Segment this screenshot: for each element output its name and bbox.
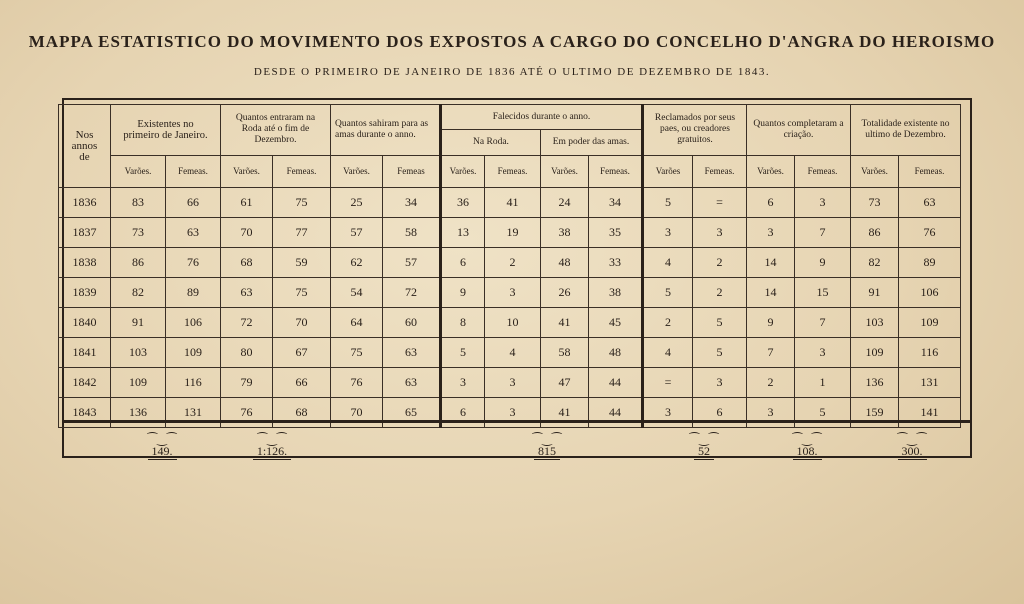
data-cell: 91 xyxy=(111,308,166,338)
data-cell: 5 xyxy=(795,398,851,428)
subheader: Femeas. xyxy=(899,155,961,187)
data-cell: 65 xyxy=(383,398,441,428)
data-cell: 4 xyxy=(643,338,693,368)
subheader: Femeas. xyxy=(485,155,541,187)
data-cell: 3 xyxy=(485,398,541,428)
data-cell: 2 xyxy=(643,308,693,338)
data-cell: 116 xyxy=(899,338,961,368)
data-cell: 63 xyxy=(166,218,221,248)
data-cell: 6 xyxy=(441,398,485,428)
subheader: Femeas. xyxy=(273,155,331,187)
data-cell: 89 xyxy=(899,248,961,278)
header-na-roda: Na Roda. xyxy=(441,130,541,155)
data-cell: 9 xyxy=(747,308,795,338)
data-cell: 2 xyxy=(693,278,747,308)
data-cell: 6 xyxy=(747,188,795,218)
year-cell: 1836 xyxy=(59,188,111,218)
data-cell: 2 xyxy=(747,368,795,398)
data-cell: 54 xyxy=(331,278,383,308)
data-cell: 4 xyxy=(643,248,693,278)
table-body xyxy=(59,188,961,428)
data-cell: 6 xyxy=(441,248,485,278)
header-falecidos: Falecidos durante o anno. xyxy=(441,105,643,130)
data-cell: 76 xyxy=(899,218,961,248)
header-existentes: Existentes no primeiro de Janeiro. xyxy=(111,105,221,156)
data-cell: 73 xyxy=(111,218,166,248)
data-cell: 64 xyxy=(331,308,383,338)
data-cell: 5 xyxy=(441,338,485,368)
total-value: 300. xyxy=(898,444,927,460)
data-cell: 109 xyxy=(166,338,221,368)
data-cell: 7 xyxy=(747,338,795,368)
data-cell: 44 xyxy=(589,368,643,398)
year-cell: 1840 xyxy=(59,308,111,338)
totals-row xyxy=(62,420,972,461)
data-cell: 80 xyxy=(221,338,273,368)
data-cell: 89 xyxy=(166,278,221,308)
data-cell: 82 xyxy=(851,248,899,278)
table-row xyxy=(59,278,961,308)
data-cell: 9 xyxy=(441,278,485,308)
data-cell: 3 xyxy=(643,218,693,248)
data-cell: 5 xyxy=(693,338,747,368)
data-cell: 159 xyxy=(851,398,899,428)
data-cell: 86 xyxy=(851,218,899,248)
data-cell: 70 xyxy=(273,308,331,338)
year-cell: 1839 xyxy=(59,278,111,308)
total-reclamados: ⁀‿⁀ 52 xyxy=(689,432,719,458)
data-cell: 7 xyxy=(795,218,851,248)
subheader: Femeas. xyxy=(166,155,221,187)
data-cell: 5 xyxy=(643,278,693,308)
data-cell: 116 xyxy=(166,368,221,398)
data-cell: 63 xyxy=(221,278,273,308)
data-cell: 57 xyxy=(331,218,383,248)
data-cell: 3 xyxy=(485,368,541,398)
data-cell: 66 xyxy=(166,188,221,218)
total-value: 815 xyxy=(534,444,560,460)
data-cell: 66 xyxy=(273,368,331,398)
subheader: Varões. xyxy=(221,155,273,187)
data-cell: 10 xyxy=(485,308,541,338)
data-cell: 35 xyxy=(589,218,643,248)
data-cell: 4 xyxy=(485,338,541,368)
data-cell: 33 xyxy=(589,248,643,278)
year-cell: 1841 xyxy=(59,338,111,368)
data-cell: 76 xyxy=(166,248,221,278)
data-cell: 14 xyxy=(747,278,795,308)
data-cell: 47 xyxy=(541,368,589,398)
header-completaram: Quantos completaram a criação. xyxy=(747,105,851,156)
data-cell: 68 xyxy=(273,398,331,428)
table-row xyxy=(59,308,961,338)
data-cell: 3 xyxy=(485,278,541,308)
data-cell: 44 xyxy=(589,398,643,428)
subheader: Varões. xyxy=(331,155,383,187)
data-cell: 14 xyxy=(747,248,795,278)
header-sahiram: Quantos sahiram para as amas durante o anno. xyxy=(331,105,441,156)
total-falecidos: ⁀‿⁀ 815 xyxy=(532,432,562,458)
subheader: Femeas. xyxy=(693,155,747,187)
data-cell: 109 xyxy=(111,368,166,398)
header-years: Nos annos de xyxy=(59,105,111,188)
data-cell: 38 xyxy=(589,278,643,308)
data-cell: 2 xyxy=(693,248,747,278)
data-cell: 9 xyxy=(795,248,851,278)
subheader: Varões. xyxy=(851,155,899,187)
data-cell: 136 xyxy=(851,368,899,398)
data-cell: 48 xyxy=(589,338,643,368)
data-cell: 5 xyxy=(693,308,747,338)
data-cell: = xyxy=(643,368,693,398)
data-cell: 41 xyxy=(541,308,589,338)
data-cell: 25 xyxy=(331,188,383,218)
subheader: Femeas. xyxy=(589,155,643,187)
document-subtitle: DESDE O PRIMEIRO DE JANEIRO DE 1836 ATÉ O ULTIMO DE DEZEMBRO DE 1843. xyxy=(253,66,771,78)
data-cell: 41 xyxy=(485,188,541,218)
year-cell: 1837 xyxy=(59,218,111,248)
data-cell: 26 xyxy=(541,278,589,308)
data-cell: 34 xyxy=(383,188,441,218)
subheader: Varões xyxy=(643,155,693,187)
data-cell: 2 xyxy=(485,248,541,278)
data-cell: 63 xyxy=(383,368,441,398)
data-cell: 7 xyxy=(795,308,851,338)
data-cell: 77 xyxy=(273,218,331,248)
data-cell: 3 xyxy=(643,398,693,428)
data-cell: 76 xyxy=(331,368,383,398)
data-cell: 8 xyxy=(441,308,485,338)
data-cell: 131 xyxy=(166,398,221,428)
table-row xyxy=(59,188,961,218)
header-reclamados: Reclamados por seus paes, ou creadores gratuitos. xyxy=(643,105,747,156)
data-cell: 13 xyxy=(441,218,485,248)
header-entraram: Quantos entraram na Roda até o fim de Dezembro. xyxy=(221,105,331,156)
data-cell: 82 xyxy=(111,278,166,308)
year-cell: 1843 xyxy=(59,398,111,428)
data-cell: 24 xyxy=(541,188,589,218)
document-title: MAPPA ESTATISTICO DO MOVIMENTO DOS EXPOSTOS A CARGO DO CONCELHO D'ANGRA DO HEROISMO xyxy=(28,32,996,51)
table-row xyxy=(59,248,961,278)
data-cell: 83 xyxy=(111,188,166,218)
data-cell: 70 xyxy=(221,218,273,248)
data-cell: 3 xyxy=(795,338,851,368)
data-cell: 15 xyxy=(795,278,851,308)
data-cell: 106 xyxy=(899,278,961,308)
data-cell: 61 xyxy=(221,188,273,218)
subheader: Femeas. xyxy=(795,155,851,187)
subheader: Femeas xyxy=(383,155,441,187)
total-completaram: ⁀‿⁀ 108. xyxy=(792,432,822,458)
data-cell: 59 xyxy=(273,248,331,278)
data-cell: 75 xyxy=(273,188,331,218)
data-cell: 3 xyxy=(747,218,795,248)
data-cell: 136 xyxy=(111,398,166,428)
data-cell: 38 xyxy=(541,218,589,248)
year-cell: 1838 xyxy=(59,248,111,278)
data-cell: 75 xyxy=(273,278,331,308)
data-cell: 109 xyxy=(851,338,899,368)
data-cell: 3 xyxy=(693,368,747,398)
data-cell: 3 xyxy=(747,398,795,428)
total-existentes: ⁀‿⁀ 149. xyxy=(147,432,177,458)
header-totalidade: Totalidade existente no ultimo de Dezembro. xyxy=(851,105,961,156)
data-cell: 5 xyxy=(643,188,693,218)
subheader: Varões. xyxy=(441,155,485,187)
total-totalidade: ⁀‿⁀ 300. xyxy=(897,432,927,458)
statistics-table xyxy=(58,104,961,428)
data-cell: 1 xyxy=(795,368,851,398)
data-cell: 141 xyxy=(899,398,961,428)
total-value: 108. xyxy=(793,444,822,460)
data-cell: 68 xyxy=(221,248,273,278)
data-cell: 103 xyxy=(111,338,166,368)
data-cell: 3 xyxy=(795,188,851,218)
data-cell: 57 xyxy=(383,248,441,278)
data-cell: 63 xyxy=(383,338,441,368)
data-cell: 45 xyxy=(589,308,643,338)
data-cell: 58 xyxy=(541,338,589,368)
data-cell: 67 xyxy=(273,338,331,368)
subheader: Varões. xyxy=(111,155,166,187)
data-cell: 86 xyxy=(111,248,166,278)
subheader: Varões. xyxy=(747,155,795,187)
data-cell: 36 xyxy=(441,188,485,218)
data-cell: 62 xyxy=(331,248,383,278)
total-value: 52 xyxy=(694,444,714,460)
data-cell: 91 xyxy=(851,278,899,308)
data-cell: 48 xyxy=(541,248,589,278)
data-cell: 103 xyxy=(851,308,899,338)
data-cell: 73 xyxy=(851,188,899,218)
table-row xyxy=(59,338,961,368)
data-cell: 70 xyxy=(331,398,383,428)
data-cell: 75 xyxy=(331,338,383,368)
data-cell: 106 xyxy=(166,308,221,338)
header-em-poder: Em poder das amas. xyxy=(541,130,643,155)
data-cell: 76 xyxy=(221,398,273,428)
data-cell: 19 xyxy=(485,218,541,248)
data-cell: 58 xyxy=(383,218,441,248)
data-cell: 3 xyxy=(441,368,485,398)
data-cell: 131 xyxy=(899,368,961,398)
total-value: 1:126. xyxy=(253,444,291,460)
year-cell: 1842 xyxy=(59,368,111,398)
data-cell: 6 xyxy=(693,398,747,428)
total-value: 149. xyxy=(148,444,177,460)
data-cell: 34 xyxy=(589,188,643,218)
data-cell: 109 xyxy=(899,308,961,338)
table-row xyxy=(59,368,961,398)
data-cell: = xyxy=(693,188,747,218)
data-cell: 41 xyxy=(541,398,589,428)
data-cell: 79 xyxy=(221,368,273,398)
table-row xyxy=(59,218,961,248)
data-cell: 60 xyxy=(383,308,441,338)
total-entraram: ⁀‿⁀ 1:126. xyxy=(242,435,302,460)
subheader: Varões. xyxy=(541,155,589,187)
data-cell: 63 xyxy=(899,188,961,218)
data-cell: 3 xyxy=(693,218,747,248)
data-cell: 72 xyxy=(221,308,273,338)
data-cell: 72 xyxy=(383,278,441,308)
